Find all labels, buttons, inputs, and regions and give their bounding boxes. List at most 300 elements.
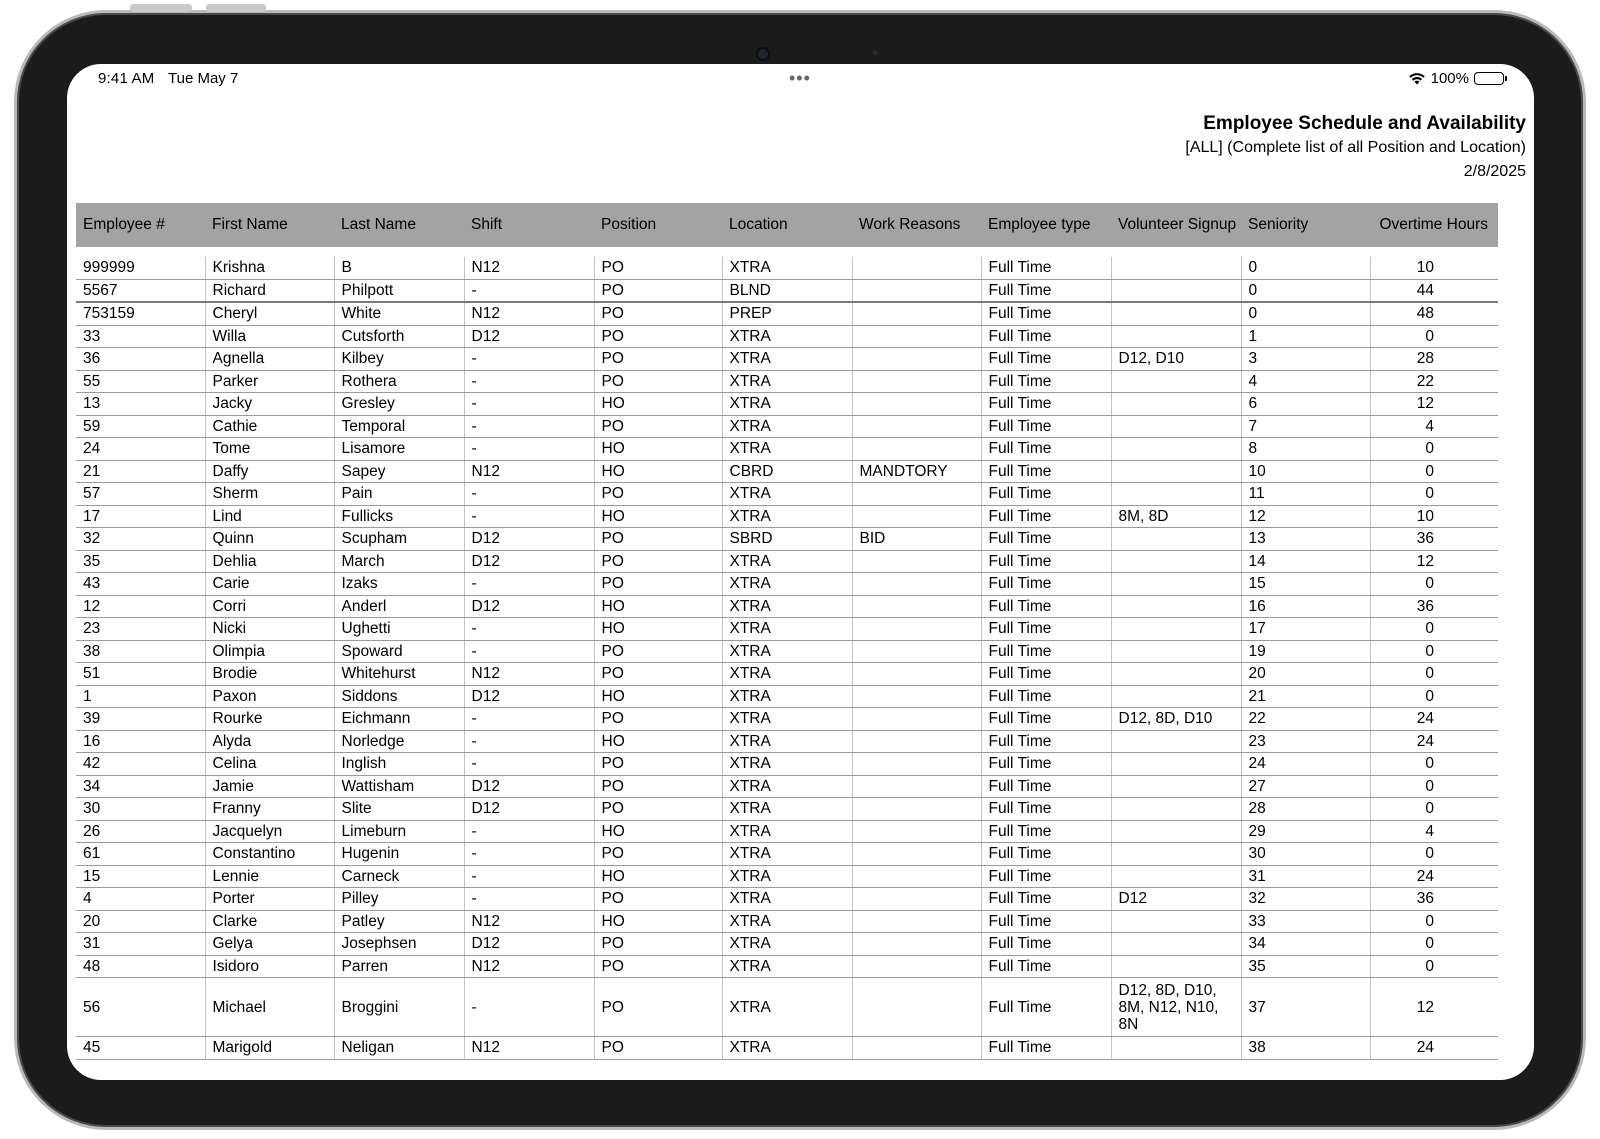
table-cell	[1111, 550, 1241, 573]
table-cell	[1111, 933, 1241, 956]
table-cell	[852, 279, 981, 302]
table-cell: PREP	[722, 302, 852, 325]
table-cell: 32	[1241, 888, 1370, 911]
table-cell: Rothera	[334, 370, 464, 393]
table-cell: PO	[594, 325, 722, 348]
table-cell: Full Time	[981, 663, 1111, 686]
column-header[interactable]: Location	[722, 203, 852, 248]
table-row[interactable]	[76, 348, 1498, 371]
table-row[interactable]	[76, 325, 1498, 348]
table-cell	[1111, 753, 1241, 776]
table-cell: Norledge	[334, 730, 464, 753]
table-cell: Alyda	[205, 730, 334, 753]
table-cell	[1111, 618, 1241, 641]
table-cell: Brodie	[205, 663, 334, 686]
table-cell: 24	[1370, 865, 1498, 888]
table-cell: Patley	[334, 910, 464, 933]
table-cell: Full Time	[981, 955, 1111, 978]
table-cell: 20	[76, 910, 205, 933]
table-cell: XTRA	[722, 415, 852, 438]
table-cell: Nicki	[205, 618, 334, 641]
table-cell: Full Time	[981, 640, 1111, 663]
table-cell	[852, 393, 981, 416]
table-cell: -	[464, 415, 594, 438]
column-header[interactable]: Shift	[464, 203, 594, 248]
table-cell: Lisamore	[334, 438, 464, 461]
table-row[interactable]	[76, 865, 1498, 888]
table-cell: N12	[464, 1037, 594, 1060]
table-cell: Full Time	[981, 279, 1111, 302]
status-bar	[67, 70, 1534, 94]
table-cell: 36	[76, 348, 205, 371]
column-header[interactable]: Seniority	[1241, 203, 1370, 248]
table-cell: XTRA	[722, 685, 852, 708]
table-cell: D12	[464, 933, 594, 956]
table-cell: 999999	[76, 257, 205, 279]
table-cell	[852, 685, 981, 708]
table-cell: XTRA	[722, 370, 852, 393]
table-cell: Corri	[205, 595, 334, 618]
table-cell: N12	[464, 460, 594, 483]
table-cell: 26	[76, 820, 205, 843]
report-title: Employee Schedule and Availability	[1203, 113, 1526, 134]
table-row[interactable]	[76, 730, 1498, 753]
table-cell: Full Time	[981, 775, 1111, 798]
column-header[interactable]: Volunteer Signup	[1111, 203, 1241, 248]
table-cell	[852, 888, 981, 911]
table-cell: 0	[1370, 573, 1498, 596]
table-cell: Full Time	[981, 798, 1111, 821]
table-cell: Josephsen	[334, 933, 464, 956]
table-cell: PO	[594, 483, 722, 506]
table-row[interactable]	[76, 528, 1498, 551]
table-cell: Anderl	[334, 595, 464, 618]
table-cell: D12	[464, 685, 594, 708]
table-cell: 4	[1370, 820, 1498, 843]
table-cell: Full Time	[981, 843, 1111, 866]
table-cell	[852, 573, 981, 596]
table-cell: 0	[1370, 325, 1498, 348]
table-cell: 4	[76, 888, 205, 911]
table-cell	[852, 550, 981, 573]
table-cell: Neligan	[334, 1037, 464, 1060]
table-cell: N12	[464, 257, 594, 279]
table-cell: PO	[594, 370, 722, 393]
table-cell: 59	[76, 415, 205, 438]
column-header[interactable]: First Name	[205, 203, 334, 248]
table-cell: 31	[76, 933, 205, 956]
table-cell	[852, 820, 981, 843]
table-cell: -	[464, 348, 594, 371]
table-cell: 48	[1370, 302, 1498, 325]
table-cell	[1111, 910, 1241, 933]
table-cell: N12	[464, 955, 594, 978]
table-cell: 13	[76, 393, 205, 416]
table-cell: Kilbey	[334, 348, 464, 371]
table-row[interactable]	[76, 798, 1498, 821]
table-cell	[852, 325, 981, 348]
table-cell: 0	[1370, 933, 1498, 956]
table-cell: PO	[594, 843, 722, 866]
table-cell	[1111, 595, 1241, 618]
table-cell: 0	[1241, 257, 1370, 279]
table-cell: PO	[594, 708, 722, 731]
report-header	[1185, 112, 1526, 184]
table-cell: XTRA	[722, 257, 852, 279]
table-cell: 15	[1241, 573, 1370, 596]
table-cell: XTRA	[722, 595, 852, 618]
table-cell: HO	[594, 685, 722, 708]
table-row[interactable]	[76, 460, 1498, 483]
table-cell: HO	[594, 820, 722, 843]
table-cell	[852, 910, 981, 933]
table-cell: 39	[76, 708, 205, 731]
table-cell: 21	[1241, 685, 1370, 708]
table-cell: 30	[76, 798, 205, 821]
column-header[interactable]: Position	[594, 203, 722, 248]
table-cell	[852, 302, 981, 325]
table-cell: XTRA	[722, 1037, 852, 1060]
table-cell: N12	[464, 302, 594, 325]
table-cell: Scupham	[334, 528, 464, 551]
table-cell: D12, D10	[1111, 348, 1241, 371]
table-cell: PO	[594, 798, 722, 821]
table-cell: XTRA	[722, 640, 852, 663]
table-cell: Full Time	[981, 348, 1111, 371]
table-cell: XTRA	[722, 753, 852, 776]
table-cell: 24	[1241, 753, 1370, 776]
table-cell: XTRA	[722, 348, 852, 371]
table-body	[76, 248, 1498, 1059]
table-cell: 24	[76, 438, 205, 461]
table-row[interactable]	[76, 550, 1498, 573]
table-row[interactable]	[76, 843, 1498, 866]
table-cell: HO	[594, 438, 722, 461]
table-cell: Jacky	[205, 393, 334, 416]
table-cell: PO	[594, 550, 722, 573]
status-date: Tue May 7	[168, 70, 239, 87]
table-cell: -	[464, 483, 594, 506]
table-cell: 22	[1370, 370, 1498, 393]
table-cell: Full Time	[981, 820, 1111, 843]
table-cell: D12	[464, 775, 594, 798]
table-cell	[1111, 1037, 1241, 1060]
table-cell: 16	[76, 730, 205, 753]
table-cell	[852, 798, 981, 821]
table-cell: 23	[1241, 730, 1370, 753]
column-header[interactable]: Overtime Hours	[1370, 203, 1498, 248]
table-cell: 28	[1241, 798, 1370, 821]
table-cell: Slite	[334, 798, 464, 821]
table-cell: Full Time	[981, 910, 1111, 933]
table-cell: 21	[76, 460, 205, 483]
table-cell: XTRA	[722, 798, 852, 821]
table-cell	[1111, 460, 1241, 483]
table-row[interactable]	[76, 483, 1498, 506]
table-cell	[852, 595, 981, 618]
column-header[interactable]: Work Reasons	[852, 203, 981, 248]
table-cell: HO	[594, 505, 722, 528]
table-cell: Tome	[205, 438, 334, 461]
table-cell: Izaks	[334, 573, 464, 596]
table-cell: XTRA	[722, 505, 852, 528]
table-cell	[852, 708, 981, 731]
table-cell: Full Time	[981, 460, 1111, 483]
table-cell: Marigold	[205, 1037, 334, 1060]
table-cell: Wattisham	[334, 775, 464, 798]
table-cell: PO	[594, 753, 722, 776]
column-header[interactable]: Employee type	[981, 203, 1111, 248]
table-row[interactable]	[76, 1037, 1498, 1060]
table-row[interactable]	[76, 663, 1498, 686]
table-cell: XTRA	[722, 573, 852, 596]
table-cell: HO	[594, 865, 722, 888]
table-cell	[852, 640, 981, 663]
table-cell: PO	[594, 573, 722, 596]
table-cell: -	[464, 730, 594, 753]
table-cell: XTRA	[722, 888, 852, 911]
table-cell: 0	[1370, 460, 1498, 483]
table-cell: 33	[76, 325, 205, 348]
table-row[interactable]	[76, 910, 1498, 933]
table-row[interactable]	[76, 257, 1498, 279]
table-cell: -	[464, 820, 594, 843]
table-row[interactable]	[76, 978, 1498, 1037]
table-cell: Full Time	[981, 595, 1111, 618]
sensor	[873, 50, 878, 55]
table-cell: 8	[1241, 438, 1370, 461]
table-cell: Full Time	[981, 325, 1111, 348]
table-cell: Full Time	[981, 1037, 1111, 1060]
table-cell: D12	[1111, 888, 1241, 911]
table-cell: 43	[76, 573, 205, 596]
table-cell: 12	[76, 595, 205, 618]
table-cell: HO	[594, 730, 722, 753]
table-cell: XTRA	[722, 550, 852, 573]
table-row[interactable]	[76, 573, 1498, 596]
table-cell: 57	[76, 483, 205, 506]
table-cell: Full Time	[981, 550, 1111, 573]
table-row[interactable]	[76, 415, 1498, 438]
table-cell: Fullicks	[334, 505, 464, 528]
table-cell: Dehlia	[205, 550, 334, 573]
table-row[interactable]	[76, 438, 1498, 461]
table-cell: 1	[76, 685, 205, 708]
table-cell: Full Time	[981, 708, 1111, 731]
report-date: 2/8/2025	[1463, 163, 1526, 180]
table-row[interactable]	[76, 279, 1498, 302]
table-cell: HO	[594, 595, 722, 618]
table-cell: HO	[594, 393, 722, 416]
table-row[interactable]	[76, 955, 1498, 978]
table-cell	[852, 775, 981, 798]
table-cell: Full Time	[981, 933, 1111, 956]
table-row[interactable]	[76, 618, 1498, 641]
table-cell: Full Time	[981, 888, 1111, 911]
table-cell: Ughetti	[334, 618, 464, 641]
table-cell	[852, 257, 981, 279]
table-cell: Full Time	[981, 730, 1111, 753]
table-cell: -	[464, 438, 594, 461]
table-cell	[852, 438, 981, 461]
table-cell: Sherm	[205, 483, 334, 506]
table-cell: PO	[594, 978, 722, 1037]
table-cell: Full Time	[981, 370, 1111, 393]
table-row[interactable]	[76, 820, 1498, 843]
table-cell: XTRA	[722, 843, 852, 866]
table-cell: Parker	[205, 370, 334, 393]
table-cell: 0	[1370, 663, 1498, 686]
table-cell: 11	[1241, 483, 1370, 506]
table-cell	[1111, 865, 1241, 888]
table-cell: XTRA	[722, 865, 852, 888]
table-cell: 51	[76, 663, 205, 686]
table-cell: MANDTORY	[852, 460, 981, 483]
table-cell: 30	[1241, 843, 1370, 866]
table-cell: 38	[76, 640, 205, 663]
table-cell: D12	[464, 528, 594, 551]
table-cell: Isidoro	[205, 955, 334, 978]
table-cell: Willa	[205, 325, 334, 348]
table-row[interactable]	[76, 595, 1498, 618]
table-cell: Paxon	[205, 685, 334, 708]
table-cell: 48	[76, 955, 205, 978]
table-cell	[852, 663, 981, 686]
top-button	[206, 4, 266, 12]
table-row[interactable]	[76, 505, 1498, 528]
table-row[interactable]	[76, 640, 1498, 663]
table-cell: 0	[1241, 279, 1370, 302]
table-cell: HO	[594, 910, 722, 933]
table-cell	[852, 933, 981, 956]
table-cell: PO	[594, 1037, 722, 1060]
battery-percent: 100%	[1430, 70, 1469, 87]
table-cell: Olimpia	[205, 640, 334, 663]
table-cell: Rourke	[205, 708, 334, 731]
table-cell: 56	[76, 978, 205, 1037]
table-cell: D12, 8D, D10	[1111, 708, 1241, 731]
table-cell: 55	[76, 370, 205, 393]
table-cell: 7	[1241, 415, 1370, 438]
table-cell	[852, 955, 981, 978]
table-row[interactable]	[76, 393, 1498, 416]
table-cell: Celina	[205, 753, 334, 776]
table-cell	[1111, 483, 1241, 506]
table-cell: White	[334, 302, 464, 325]
table-cell: XTRA	[722, 955, 852, 978]
table-cell: 24	[1370, 1037, 1498, 1060]
column-header[interactable]: Employee #	[76, 203, 205, 248]
table-cell: Porter	[205, 888, 334, 911]
table-row[interactable]	[76, 685, 1498, 708]
table-cell: 3	[1241, 348, 1370, 371]
table-cell: 0	[1370, 685, 1498, 708]
table-cell: XTRA	[722, 910, 852, 933]
schedule-table	[76, 203, 1498, 1060]
table-cell: Pain	[334, 483, 464, 506]
table-row[interactable]	[76, 775, 1498, 798]
table-cell	[1111, 820, 1241, 843]
table-cell: 12	[1370, 978, 1498, 1037]
table-cell: Lennie	[205, 865, 334, 888]
table-cell: Full Time	[981, 302, 1111, 325]
table-cell: -	[464, 370, 594, 393]
table-cell	[852, 843, 981, 866]
table-cell: -	[464, 393, 594, 416]
table-cell: Richard	[205, 279, 334, 302]
table-cell	[1111, 302, 1241, 325]
table-cell: D12	[464, 798, 594, 821]
table-cell: XTRA	[722, 708, 852, 731]
table-row[interactable]	[76, 933, 1498, 956]
table-cell: 0	[1241, 302, 1370, 325]
table-cell: 28	[1370, 348, 1498, 371]
table-cell: Constantino	[205, 843, 334, 866]
table-cell: Lind	[205, 505, 334, 528]
table-cell	[852, 1037, 981, 1060]
multitasking-dots-icon[interactable]: •••	[789, 68, 811, 88]
table-cell	[852, 483, 981, 506]
table-cell: -	[464, 753, 594, 776]
table-row[interactable]	[76, 302, 1498, 325]
table-cell: -	[464, 708, 594, 731]
table-cell: Jamie	[205, 775, 334, 798]
table-cell: XTRA	[722, 618, 852, 641]
battery-icon	[1474, 72, 1504, 85]
table-row[interactable]	[76, 708, 1498, 731]
table-cell	[1111, 438, 1241, 461]
front-camera	[758, 49, 768, 59]
table-cell: Gelya	[205, 933, 334, 956]
table-cell: Full Time	[981, 685, 1111, 708]
table-cell: 42	[76, 753, 205, 776]
table-cell: 4	[1370, 415, 1498, 438]
table-cell: B	[334, 257, 464, 279]
table-cell: 0	[1370, 483, 1498, 506]
table-cell	[852, 348, 981, 371]
table-cell: 0	[1370, 910, 1498, 933]
table-cell	[1111, 415, 1241, 438]
table-cell: 27	[1241, 775, 1370, 798]
table-cell: 31	[1241, 865, 1370, 888]
table-cell: 36	[1370, 528, 1498, 551]
table-row[interactable]	[76, 888, 1498, 911]
table-cell: 32	[76, 528, 205, 551]
table-cell: 5567	[76, 279, 205, 302]
table-cell: 23	[76, 618, 205, 641]
table-header-row	[76, 203, 1498, 248]
table-cell: Carneck	[334, 865, 464, 888]
column-header[interactable]: Last Name	[334, 203, 464, 248]
table-cell: 6	[1241, 393, 1370, 416]
table-cell: HO	[594, 618, 722, 641]
table-cell: -	[464, 640, 594, 663]
table-cell: 24	[1370, 708, 1498, 731]
table-cell: 61	[76, 843, 205, 866]
table-cell	[1111, 393, 1241, 416]
table-cell: Whitehurst	[334, 663, 464, 686]
table-cell: Agnella	[205, 348, 334, 371]
table-cell: Full Time	[981, 393, 1111, 416]
table-cell: N12	[464, 663, 594, 686]
table-cell: Full Time	[981, 483, 1111, 506]
table-row[interactable]	[76, 753, 1498, 776]
table-cell: PO	[594, 640, 722, 663]
table-cell: Temporal	[334, 415, 464, 438]
table-row[interactable]	[76, 370, 1498, 393]
table-cell: Hugenin	[334, 843, 464, 866]
table-cell: PO	[594, 888, 722, 911]
